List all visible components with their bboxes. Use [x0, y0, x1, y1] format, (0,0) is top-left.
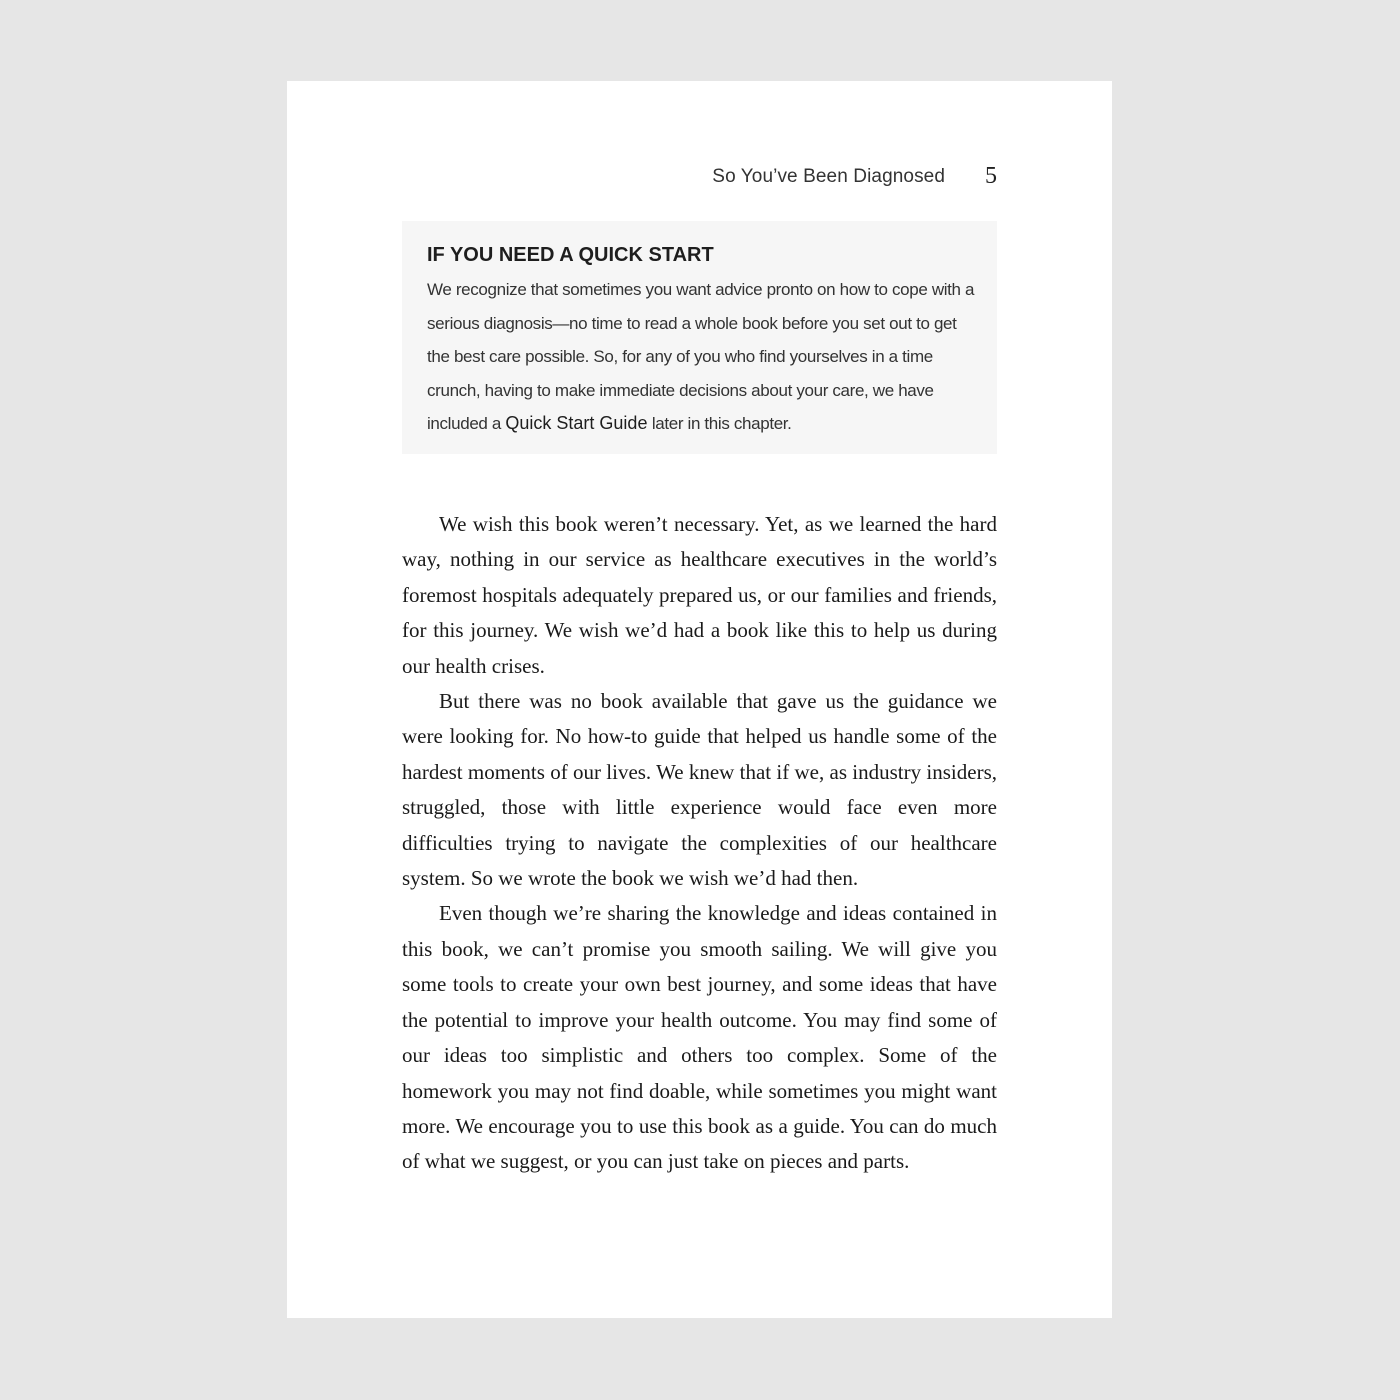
- sidebar-body-text-end: later in this chapter.: [647, 414, 792, 433]
- running-head-title: So You’ve Been Diagnosed: [712, 165, 945, 187]
- running-head: [0, 163, 997, 190]
- page-number: 5: [985, 163, 997, 189]
- quick-start-sidebar: [402, 221, 997, 454]
- sidebar-heading: IF YOU NEED A QUICK START: [427, 244, 714, 266]
- body-text: [402, 507, 997, 1180]
- quick-start-guide-reference: Quick Start Guide: [505, 413, 648, 433]
- paragraph: But there was no book available that gave us the guidance we were looking for. No how-to guide that helped us handle some of the hardest moments of our lives. We knew that if we, as industry insiders, struggled, those with little experience would face even more difficulties trying to navigate the complexities of our healthcare system. So we wrote the book we wish we’d had then.: [402, 689, 997, 891]
- sidebar-body: [427, 273, 977, 441]
- paragraph: We wish this book weren’t necessary. Yet, as we learned the hard way, nothing in our service as healthcare executives in the world’s foremost hospitals adequately prepared us, or our families and friends, for this journey. We wish we’d had a book like this to help us during our health crises.: [402, 512, 997, 678]
- paragraph: Even though we’re sharing the knowledge and ideas contained in this book, we can’t promise you smooth sailing. We will give you some tools to create your own best journey, and some ideas that have the potential to improve your health outcome. You may find some of our ideas too simplistic and others too complex. Some of the homework you may not find doable, while sometimes you might want more. We encourage you to use this book as a guide. You can do much of what we suggest, or you can just take on pieces and parts.: [402, 901, 997, 1174]
- sidebar-body-text: We recognize that sometimes you want advice pronto on how to cope with a serious diagnosis—no time to read a whole book before you set out to get the best care possible. So, for any of you who find yourselves in a time crunch, having to make immediate decisions about your care, we have included a: [427, 280, 975, 433]
